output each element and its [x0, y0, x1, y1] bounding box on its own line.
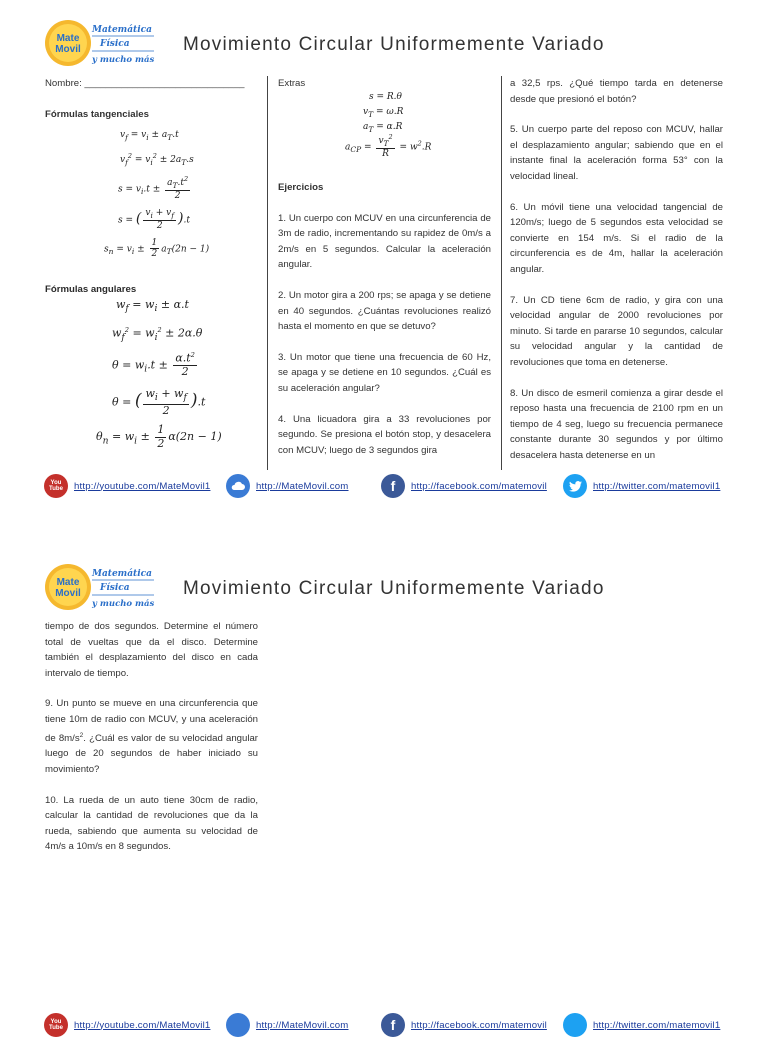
website-link[interactable]: http://MateMovil.com [256, 1019, 349, 1031]
page-1: Mate Movil Matemática Física y mucho más Movimiento Circular Uniformemente Variado Nombre: ______________________________ Fórmulas tangenciales $v_f = v_i \pm a_T.t$ $v_f^2 = v_i^2 \pm 2a_T.s$ $s = v_i.t$ ± $\frac{a_T.t^2}{2}$ s = ( $\frac{v_i + v_f}{2}$ ).t $s_n = v_i$ ± $\frac{1}{2}$ $a_T(2n - 1)$ Fórmulas angulares $w_f = w_i \pm \alpha.t$ $w_f^2 = w_i^2 \pm 2\alpha.\theta$ $\theta = w_i.t$ ± $\frac{\alpha.t^2}{2}$ θ = ( $\frac{w_i + w_f}{2}$ ).t $\theta_n = w_i$ ± $\frac{1}{2}$ α(2n − 1) Extras s = R.θ $v_T = \omega.R$ $a_T = \alpha.R$ $a_{CP}$ = $\frac{v_T^2}{R}$ = $w^2.R$ Ejercicios 1. Un cuerpo con MCUV en una circunferencia de 3m de radio, incrementando su rapidez de 0m/s a 2m/s en 5 segundos. Calcular la aceleración angular. 2. Un motor gira a 200 rps; se apaga y se detiene en 40 segundos. ¿Cuántas revoluciones realizó hasta el momento en que se detuvo? 3. Un motor que tiene una frecuencia de 60 Hz, se apaga y se detiene en 10 segundos. ¿Cuál es su aceleración angular? 4. Una licuadora gira a 33 revoluciones por segundo. Se presiona el botón stop, y desacelera con MCUV; luego de 3 segundos gira a 32,5 rps. ¿Qué tiempo tarda en detenerse desde que presionó el botón? 5. Un cuerpo parte del reposo con MCUV, hallar el desplazamiento angular; sabiendo que en el instante final la aceleración forma 53° con la velocidad lineal. 6. Un móvil tiene una velocidad tangencial de 120m/s; luego de 5 segundos esta velocidad se convierte en 154 m/s. Si el radio de la circunferencia es de 4m, hallar la aceleración angular. 7. Un CD tiene 6cm de radio, y gira con una velocidad angular de 2000 revoluciones por minuto. Si tarde en pararse 10 segundos, calcular su velocidad angular y la cantidad de revoluciones que toma en detenerse. 8. Un disco de esmeril comienza a girar desde el reposo hasta una frecuencia de 2100 rpm en un tiempo de 4 seg, luego su frecuencia permanece constante durante 30 segundos y por último desacelera hasta detenerse en un You Tube http://youtube.com/MateMovil1 http://MateMovil.com f http://facebook.com/matemovil http://twitter.com/matemovil1 [0, 0, 768, 510]
twitter-link-group [563, 1012, 720, 1038]
svg-text:Mate: Mate [56, 33, 80, 44]
page-2-column-1 [45, 619, 258, 870]
column-divider-2 [501, 76, 502, 470]
facebook-link[interactable]: http://facebook.com/matemovil [411, 1019, 547, 1031]
exercise-2: 2. Un motor gira a 200 rps; se apaga y se detiene en 40 segundos. ¿Cuántas revoluciones realizó hasta el momento en que se detuvo? [278, 289, 491, 333]
svg-text:Física: Física [100, 39, 130, 49]
exercise-9: 9. Un punto se mueve en una circunferencia que tiene 10m de radio con MCUV, y una aceleración de $8m/s^2$. ¿Cuál es valor de su velocidad angular luego de 20 segundos de haber iniciado su movimiento? [45, 698, 258, 775]
website-link[interactable]: http://MateMovil.com [256, 480, 349, 492]
exercise-10: 10. La rueda de un auto tiene 30cm de radio, calcular la cantidad de revoluciones que da la rueda, sabiendo que aumenta su velocidad de 4m/s a 10m/s en 8 segundos. [45, 794, 258, 853]
document-title: Movimiento Circular Uniformemente Variado [183, 578, 605, 599]
svg-text:Física: Física [100, 583, 130, 593]
twitter-link-group [563, 473, 720, 499]
facebook-icon: f [381, 1013, 405, 1037]
website-link-group [226, 473, 349, 499]
exercise-7: 7. Un CD tiene 6cm de radio, y gira con una velocidad angular de 2000 revoluciones por minuto. Si tarde en pararse 10 segundos, calcular su velocidad angular y la cantidad de revoluciones que toma en detenerse. [510, 294, 723, 368]
facebook-link[interactable]: http://facebook.com/matemovil [411, 480, 547, 492]
tangential-formulas-heading: Fórmulas tangenciales [45, 108, 149, 120]
exercise-4-end: a 32,5 rps. ¿Qué tiempo tarda en detenerse desde que presionó el botón? [510, 78, 723, 105]
angular-formulas-heading: Fórmulas angulares [45, 284, 137, 295]
svg-text:Matemática: Matemática [92, 25, 152, 35]
youtube-link-group [44, 473, 210, 499]
svg-text:y mucho más: y mucho más [92, 55, 155, 65]
svg-text:Matemática: Matemática [92, 569, 152, 579]
exercises-heading: Ejercicios [278, 182, 324, 193]
youtube-icon: You Tube [44, 474, 68, 498]
exercise-8-end: tiempo de dos segundos. Determine el número total de vueltas que da el disco. Determine también el desplazamiento del disco en cada intervalo de tiempo. [45, 621, 258, 679]
exercise-3: 3. Un motor que tiene una frecuencia de 60 Hz, se apaga y se detiene en 10 segundos. ¿Cuál es su aceleración angular? [278, 351, 491, 394]
svg-text:Mate: Mate [56, 577, 80, 588]
page-2 [0, 548, 768, 1033]
extras-label: Extras [278, 78, 306, 89]
matemovil-logo [44, 562, 156, 612]
document-title: Movimiento Circular Uniformemente Variado [183, 34, 605, 55]
svg-text:Movil: Movil [55, 588, 81, 599]
svg-text:y mucho más: y mucho más [92, 599, 155, 609]
facebook-link-group [381, 1012, 547, 1038]
column-divider-1 [267, 76, 268, 470]
social-footer [44, 473, 724, 499]
social-footer [44, 1012, 724, 1038]
youtube-icon: You Tube [44, 1013, 68, 1037]
exercise-6: 6. Un móvil tiene una velocidad tangencial de 120m/s; luego de 5 segundos esta velocidad se convierte en 154 m/s. Si el radio de la circunferencia es de 4m, hallar la aceleración angular. [510, 201, 723, 275]
name-field: Nombre: ______________________________ [45, 78, 245, 89]
twitter-icon [563, 474, 587, 498]
column-3 [510, 76, 723, 478]
exercise-5: 5. Un cuerpo parte del reposo con MCUV, hallar el desplazamiento angular; sabiendo que en el instante final la aceleración forma 53° con la velocidad lineal. [510, 124, 723, 182]
youtube-link[interactable]: http://youtube.com/MateMovil1 [74, 480, 211, 492]
cloud-icon [226, 1013, 250, 1037]
svg-text:Movil: Movil [55, 44, 81, 55]
column-2 [278, 76, 491, 92]
column-1 [45, 76, 253, 122]
matemovil-logo [44, 18, 156, 68]
cloud-icon [226, 474, 250, 498]
website-link-group [226, 1012, 349, 1038]
twitter-link[interactable]: http://twitter.com/matemovil1 [593, 480, 721, 492]
exercise-8-start: 8. Un disco de esmeril comienza a girar desde el reposo hasta una frecuencia de 2100 rpm en un tiempo de 4 seg, luego su frecuencia permanece constante durante 30 segundos y por último desacelera hasta detenerse en un [510, 387, 723, 461]
facebook-link-group [381, 473, 547, 499]
facebook-icon: f [381, 474, 405, 498]
exercises-column-2 [278, 180, 491, 473]
twitter-link[interactable]: http://twitter.com/matemovil1 [593, 1019, 721, 1031]
youtube-link[interactable]: http://youtube.com/MateMovil1 [74, 1019, 211, 1031]
exercise-4-start: 4. Una licuadora gira a 33 revoluciones por segundo. Se presiona el botón stop, y desacelera con MCUV; luego de 3 segundos gira [278, 413, 491, 456]
twitter-icon [563, 1013, 587, 1037]
exercise-1: 1. Un cuerpo con MCUV en una circunferencia de 3m de radio, incrementando su rapidez de 0m/s a 2m/s en 5 segundos. Calcular la aceleración angular. [278, 212, 491, 271]
youtube-link-group [44, 1012, 210, 1038]
